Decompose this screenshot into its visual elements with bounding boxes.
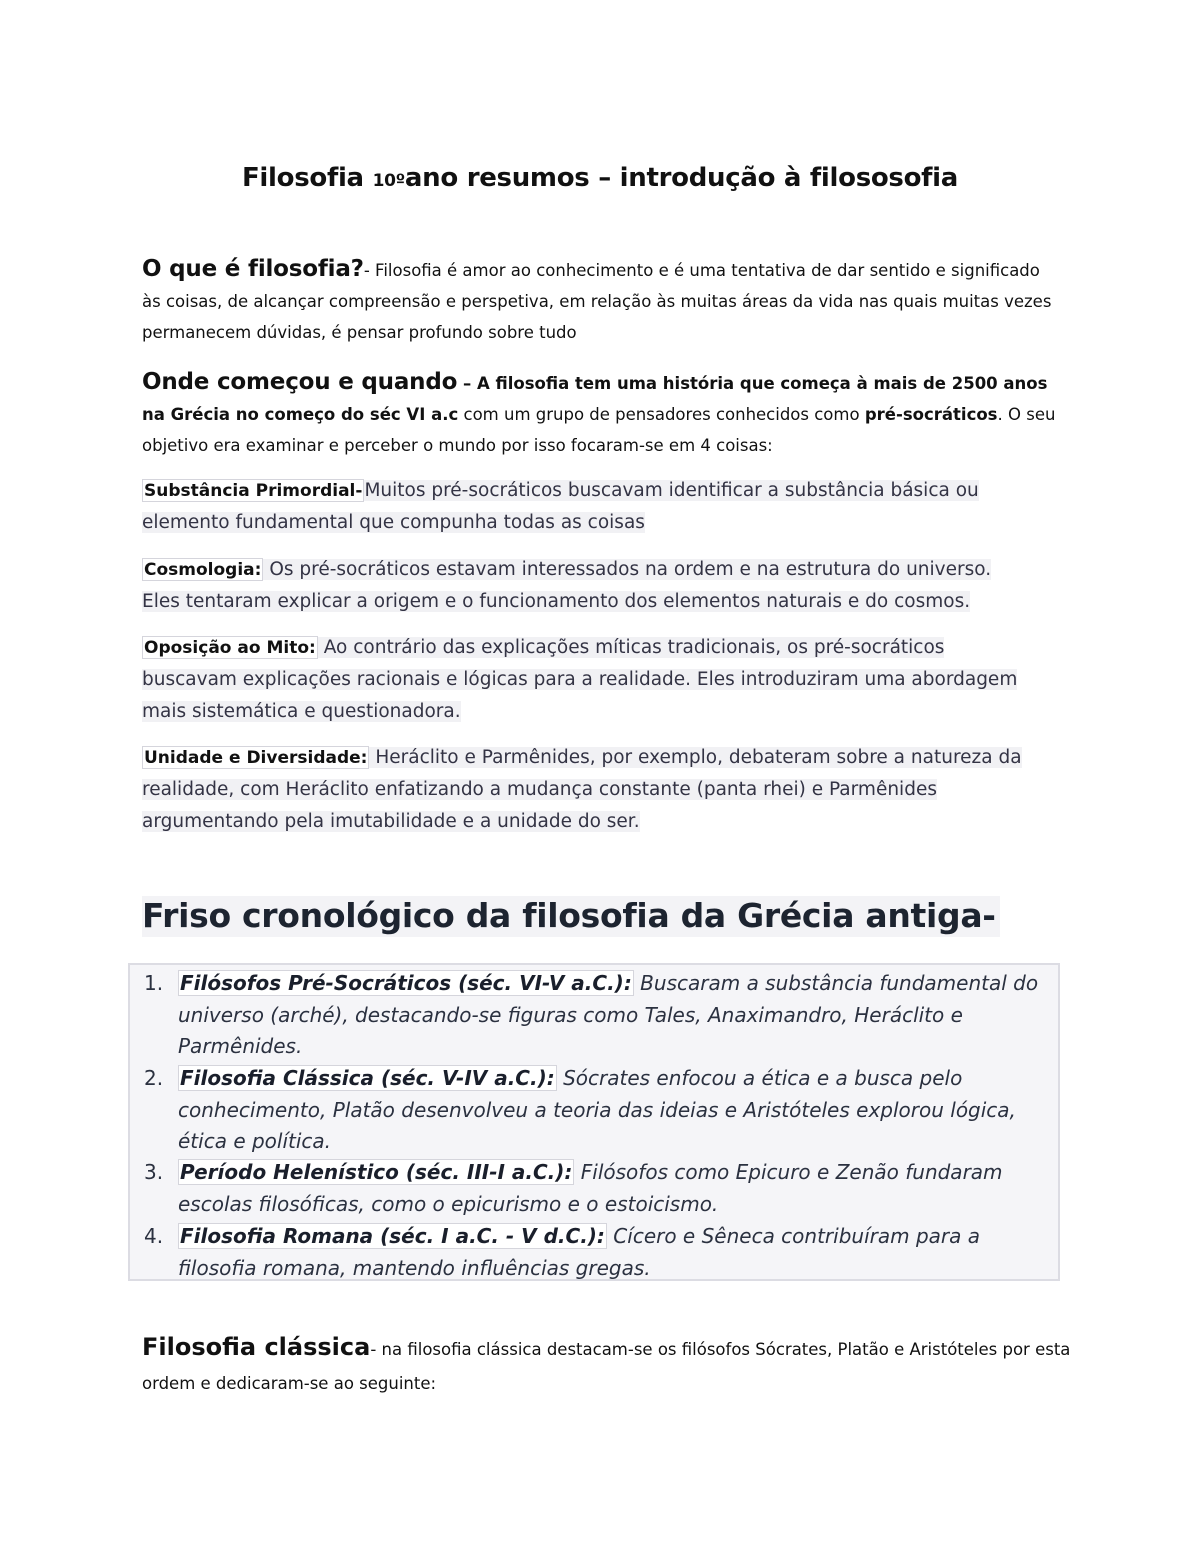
- timeline-list: [128, 963, 1060, 1281]
- topic-text: Heráclito e Parmênides, por exemplo, debateram sobre a natureza da realidade, com Heráclito enfatizando a mudança constante (panta rhei) e Parmênides argumentando pela imutabilidade e a unidade do ser.: [142, 747, 1022, 832]
- classical-heading: Filosofia clássica: [142, 1333, 371, 1361]
- timeline-number: 4.: [144, 1224, 164, 1248]
- origin-text2: com um grupo de pensadores conhecidos como: [458, 405, 865, 424]
- timeline-label: Filosofia Romana (séc. I a.C. - V d.C.):: [180, 1224, 605, 1248]
- document-title: [0, 163, 1200, 193]
- topic-text: Os pré-socráticos estavam interessados na ordem e na estrutura do universo. Eles tentaram explicar a origem e o funcionamento dos elementos naturais e do cosmos.: [142, 559, 992, 612]
- topic-item: [142, 742, 1022, 838]
- timeline-heading: Friso cronológico da filosofia da Grécia antiga-: [142, 896, 1000, 937]
- topic-text: Muitos pré-socráticos buscavam identificar a substância básica ou elemento fundamental que compunha todas as coisas: [142, 480, 979, 533]
- intro-text: - Filosofia é amor ao conhecimento e é uma tentativa de dar sentido e significado às coisas, de alcançar compreensão e perspetiva, em relação às muitas áreas da vida nas quais muitas vezes permanecem dúvidas, é pensar profundo sobre tudo: [142, 261, 1052, 342]
- classical-paragraph: [142, 1330, 1072, 1401]
- topic-label: Cosmologia:: [144, 560, 262, 580]
- origin-dash: – A filosofia tem uma história que: [457, 374, 781, 393]
- topic-item: [142, 632, 1022, 728]
- timeline-label: Período Helenístico (séc. III-I a.C.):: [180, 1160, 573, 1184]
- origin-paragraph: [142, 367, 1062, 461]
- origin-text3: . O seu objetivo era examinar e perceber o mundo por isso focaram-se em 4 coisas:: [142, 405, 1056, 455]
- topic-label: Unidade e Diversidade:: [144, 748, 368, 768]
- timeline-text: Cícero e Sêneca contribuíram para a filosofia romana, mantendo influências gregas.: [178, 1224, 981, 1280]
- timeline-number: 2.: [144, 1066, 164, 1090]
- timeline-number: 1.: [144, 971, 164, 995]
- topic-item: [142, 554, 1022, 618]
- title-part1: Filosofia: [241, 163, 373, 193]
- origin-heading: Onde começou e quando: [142, 369, 458, 395]
- origin-bold1: começa à mais de 2500 anos na Grécia no começo do séc VI a.c: [142, 374, 1048, 424]
- timeline-text: Buscaram a substância fundamental do universo (arché), destacando-se figuras como Tales, Anaximandro, Heráclito e Parmênides.: [178, 971, 1039, 1058]
- timeline-number: 3.: [144, 1160, 164, 1184]
- intro-paragraph: [142, 254, 1062, 348]
- title-grade: 10º: [372, 171, 405, 191]
- timeline-text: Filósofos como Epicuro e Zenão fundaram escolas filosóficas, como o epicurismo e o estoicismo.: [178, 1160, 1003, 1216]
- topic-item: [142, 475, 1022, 539]
- topic-label: Substância Primordial-: [144, 481, 363, 501]
- topic-text: Ao contrário das explicações míticas tradicionais, os pré-socráticos buscavam explicações racionais e lógicas para a realidade. Eles introduziram uma abordagem mais sistemática e questionadora.: [142, 637, 1018, 722]
- timeline-label: Filosofia Clássica (séc. V-IV a.C.):: [180, 1066, 555, 1090]
- origin-bold2: pré-socráticos: [864, 405, 998, 424]
- intro-heading: O que é filosofia?: [142, 256, 364, 282]
- classical-text: - na filosofia clássica destacam-se os filósofos Sócrates, Platão e Aristóteles por esta ordem e dedicaram-se ao seguinte:: [142, 1340, 1071, 1393]
- timeline-text: Sócrates enfocou a ética e a busca pelo conhecimento, Platão desenvolveu a teoria das ideias e Aristóteles explorou lógica, ética e política.: [178, 1066, 1016, 1153]
- title-part2: ano resumos – introdução à filososofia: [404, 163, 959, 193]
- timeline-label: Filósofos Pré-Socráticos (séc. VI-V a.C.):: [180, 971, 632, 995]
- topic-label: Oposição ao Mito:: [144, 638, 316, 658]
